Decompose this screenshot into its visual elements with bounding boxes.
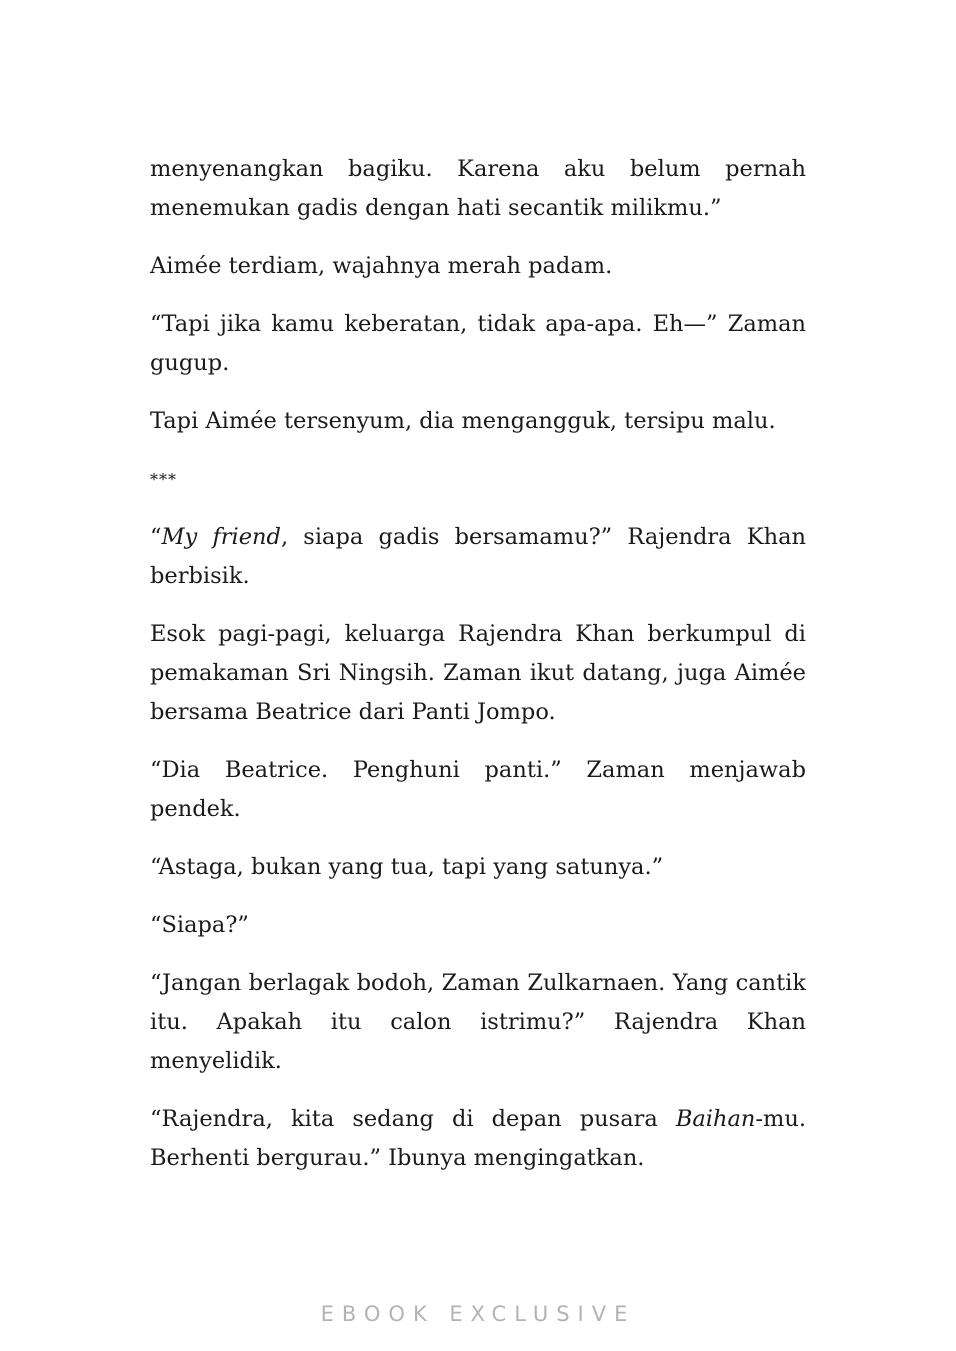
section-separator: ***: [150, 470, 177, 489]
paragraph-5-rest: , siapa gadis bersamamu?” Rajendra Khan berbisik.: [150, 524, 806, 589]
paragraph-5: [150, 518, 806, 596]
italic-name: Baihan: [675, 1106, 756, 1132]
paragraph-11-end: -mu. Berhenti bergurau.” Ibunya mengingatkan.: [150, 1106, 806, 1171]
paragraph-8: “Astaga, bukan yang tua, tapi yang satunya.”: [150, 854, 664, 880]
paragraph-3: “Tapi jika kamu keberatan, tidak apa-apa. Eh—” Zaman gugup.: [150, 311, 806, 376]
paragraph-7: “Dia Beatrice. Penghuni panti.” Zaman menjawab pendek.: [150, 757, 806, 822]
paragraph-9: “Siapa?”: [150, 912, 249, 938]
page-body: [150, 150, 806, 1197]
paragraph-10: “Jangan berlagak bodoh, Zaman Zulkarnaen. Yang cantik itu. Apakah itu calon istrimu?” Rajendra Khan menyelidik.: [150, 970, 806, 1074]
paragraph-1: menyenangkan bagiku. Karena aku belum pernah menemukan gadis dengan hati secantik milikmu.”: [150, 156, 806, 221]
footer-label: EBOOK EXCLUSIVE: [320, 1302, 636, 1326]
italic-phrase: My friend: [161, 524, 281, 550]
paragraph-11-start: “Rajendra, kita sedang di depan pusara: [150, 1106, 676, 1132]
paragraph-2: Aimée terdiam, wajahnya merah padam.: [150, 253, 613, 279]
open-quote: “: [150, 524, 162, 550]
paragraph-6: Esok pagi-pagi, keluarga Rajendra Khan berkumpul di pemakaman Sri Ningsih. Zaman ikut datang, juga Aimée bersama Beatrice dari Panti Jompo.: [150, 621, 806, 725]
paragraph-11: [150, 1100, 806, 1178]
paragraph-4: Tapi Aimée tersenyum, dia mengangguk, tersipu malu.: [150, 408, 776, 434]
